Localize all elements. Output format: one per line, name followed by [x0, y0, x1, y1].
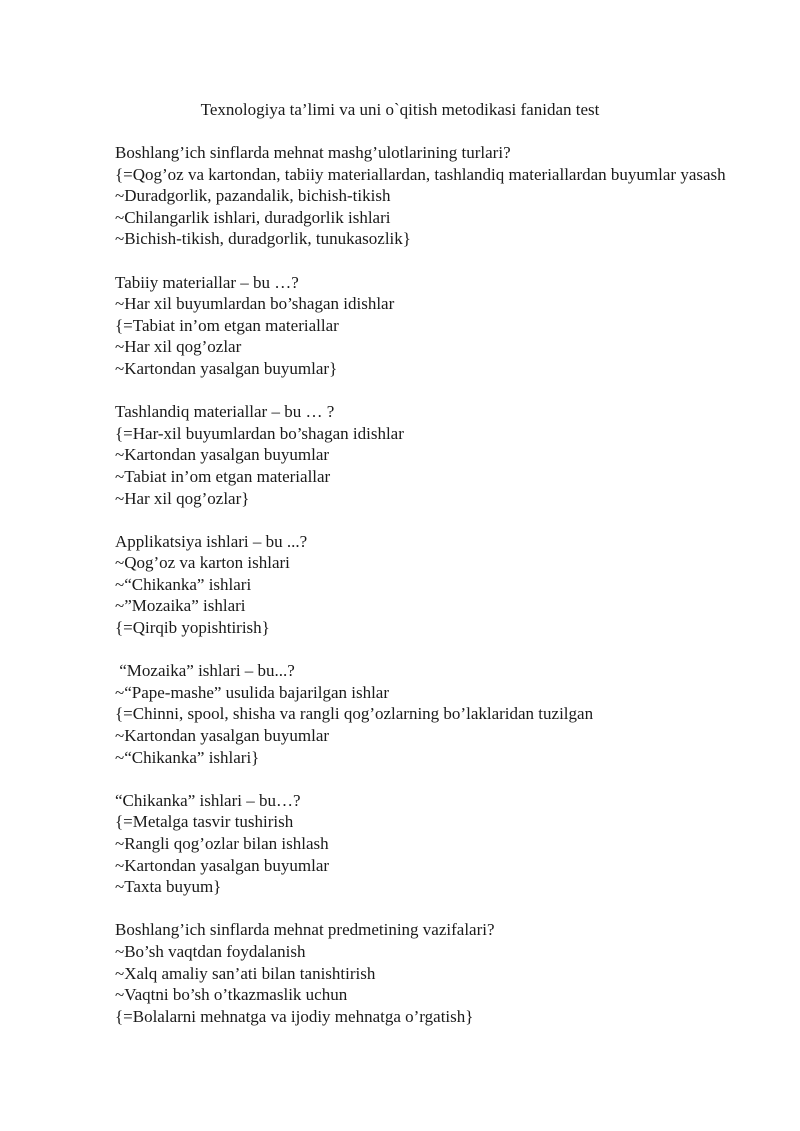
answer-option: ~Bo’sh vaqtdan foydalanish	[115, 941, 306, 961]
question-list	[115, 142, 755, 1049]
answer-option: ~“Pape-mashe” usulida bajarilgan ishlar	[115, 682, 390, 702]
answer-option: ~Duradgorlik, pazandalik, bichish-tikish	[115, 186, 391, 206]
question-text: Boshlang’ich sinflarda mehnat predmetining vazifalari?	[115, 920, 495, 940]
answer-option: {=Bolalarni mehnatga va ijodiy mehnatga o’rgatish}	[115, 1006, 474, 1026]
answer-option: ~”Mozaika” ishlari	[115, 596, 246, 616]
question-block	[115, 790, 755, 898]
answer-option: ~Tabiat in’om etgan materiallar	[115, 466, 331, 486]
question-block	[115, 919, 755, 1027]
question-text: Tabiiy materiallar – bu …?	[115, 272, 299, 292]
document-title: Texnologiya ta’limi va uni o`qitish metodikasi fanidan test	[200, 100, 600, 119]
answer-option: ~Har xil buyumlardan bo’shagan idishlar	[115, 294, 395, 314]
answer-option: ~“Chikanka” ishlari}	[115, 747, 260, 767]
answer-option: ~Rangli qog’ozlar bilan ishlash	[115, 834, 329, 853]
answer-option: {=Qirqib yopishtirish}	[115, 618, 270, 638]
question-text: “Chikanka” ishlari – bu…?	[115, 790, 301, 810]
answer-option: ~Kartondan yasalgan buyumlar	[115, 445, 330, 465]
question-block	[115, 660, 755, 768]
answer-option: {=Chinni, spool, shisha va rangli qog’ozlarning bo’laklaridan tuzilgan	[115, 704, 594, 724]
question-block	[115, 401, 755, 509]
question-text: Applikatsiya ishlari – bu ...?	[115, 531, 308, 551]
answer-option: ~Har xil qog’ozlar}	[115, 488, 250, 508]
question-text: Tashlandiq materiallar – bu … ?	[115, 402, 335, 422]
question-text: “Mozaika” ishlari – bu...?	[115, 661, 295, 681]
answer-option: ~Chilangarlik ishlari, duradgorlik ishlari	[115, 207, 391, 227]
question-block	[115, 272, 755, 380]
answer-option: ~Har xil qog’ozlar	[115, 337, 242, 357]
answer-option: {=Qog’oz va kartondan, tabiiy materiallardan, tashlandiq materiallardan buyumlar yasash	[115, 164, 726, 184]
answer-option: {=Tabiat in’om etgan materiallar	[115, 315, 339, 335]
answer-option: {=Har-xil buyumlardan bo’shagan idishlar	[115, 423, 404, 443]
answer-option: ~Kartondan yasalgan buyumlar	[115, 726, 330, 746]
answer-option: ~Kartondan yasalgan buyumlar	[115, 855, 330, 875]
answer-option: ~Qog’oz va karton ishlari	[115, 553, 290, 573]
question-text: Boshlang’ich sinflarda mehnat mashg’ulotlarining turlari?	[115, 143, 511, 162]
answer-option: ~Kartondan yasalgan buyumlar}	[115, 358, 338, 378]
answer-option: {=Metalga tasvir tushirish	[115, 812, 294, 832]
answer-option: ~“Chikanka” ishlari	[115, 574, 252, 594]
question-block	[115, 142, 755, 250]
answer-option: ~Taxta buyum}	[115, 877, 222, 897]
question-block	[115, 531, 755, 639]
answer-option: ~Bichish-tikish, duradgorlik, tunukasozlik}	[115, 229, 411, 249]
answer-option: ~Xalq amaliy san’ati bilan tanishtirish	[115, 963, 376, 983]
answer-option: ~Vaqtni bo’sh o’tkazmaslik uchun	[115, 985, 348, 1005]
